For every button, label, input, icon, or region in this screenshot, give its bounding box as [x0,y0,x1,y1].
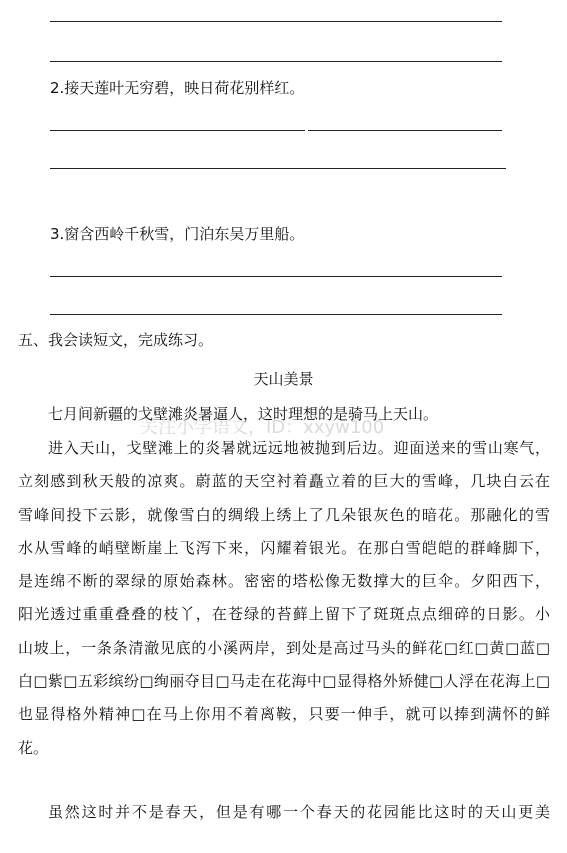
text-line: 花。 [18,738,49,757]
question-3: 3.窗含西岭千秋雪，门泊东吴万里船。 [50,225,305,243]
text-line: 白□紫□五彩缤纷□绚丽夺目□马走在花海中□显得格外矫健□人浮在花海上□ [18,672,550,691]
text-line: 立刻感到秋天般的凉爽。蔚蓝的天空衬着矗立着的巨大的雪峰，几块白云在 [18,472,550,491]
text-line: 山坡上，一条条清澈见底的小溪两岸，到处是高过马头的鲜花□红□黄□蓝□ [18,638,550,657]
section-heading: 五、我会读短文，完成练习。 [18,331,214,349]
text-line: 进入天山，戈壁滩上的炎暑就远远地被抛到后边。迎面送来的雪山寒气， [48,439,550,457]
answer-line[interactable] [308,130,502,131]
answer-line[interactable] [50,314,502,315]
article-title: 天山美景 [253,370,314,388]
paragraph-2 [18,432,550,765]
text-line: 是连绵不断的翠绿的原始森林。密密的塔松像无数撑大的巨伞。夕阳西下， [18,572,550,591]
watermark: 关注小学语文，ID：xxyw100 [140,417,385,438]
text-line: 阳光透过重重叠叠的枝丫，在苍绿的苔藓上留下了斑斑点点细碎的日影。小 [18,605,550,624]
answer-line[interactable] [50,61,502,62]
answer-line[interactable] [50,130,305,131]
text-line: 也显得格外精神□在马上你用不着离鞍，只要一伸手，就可以捧到满怀的鲜 [18,705,550,724]
question-2: 2.接天莲叶无穷碧，映日荷花别样红。 [50,79,305,97]
paragraph-1 [18,398,550,431]
text-line: 七月间新疆的戈壁滩炎暑逼人，这时理想的是骑马上天山。 [48,405,439,423]
text-line: 虽然这时并不是春天，但是有哪一个春天的花园能比这时的天山更美 [48,803,550,821]
text-line: 水从雪峰的峭壁断崖上飞泻下来，闪耀着银光。在那白雪皑皑的群峰脚下， [18,538,550,557]
answer-line[interactable] [50,21,502,22]
text-line: 雪峰间投下云影，就像雪白的绸缎上绣上了几朵银灰色的暗花。那融化的雪 [18,505,550,524]
answer-line[interactable] [50,276,502,277]
paragraph-3 [18,796,550,829]
answer-line[interactable] [50,168,506,169]
